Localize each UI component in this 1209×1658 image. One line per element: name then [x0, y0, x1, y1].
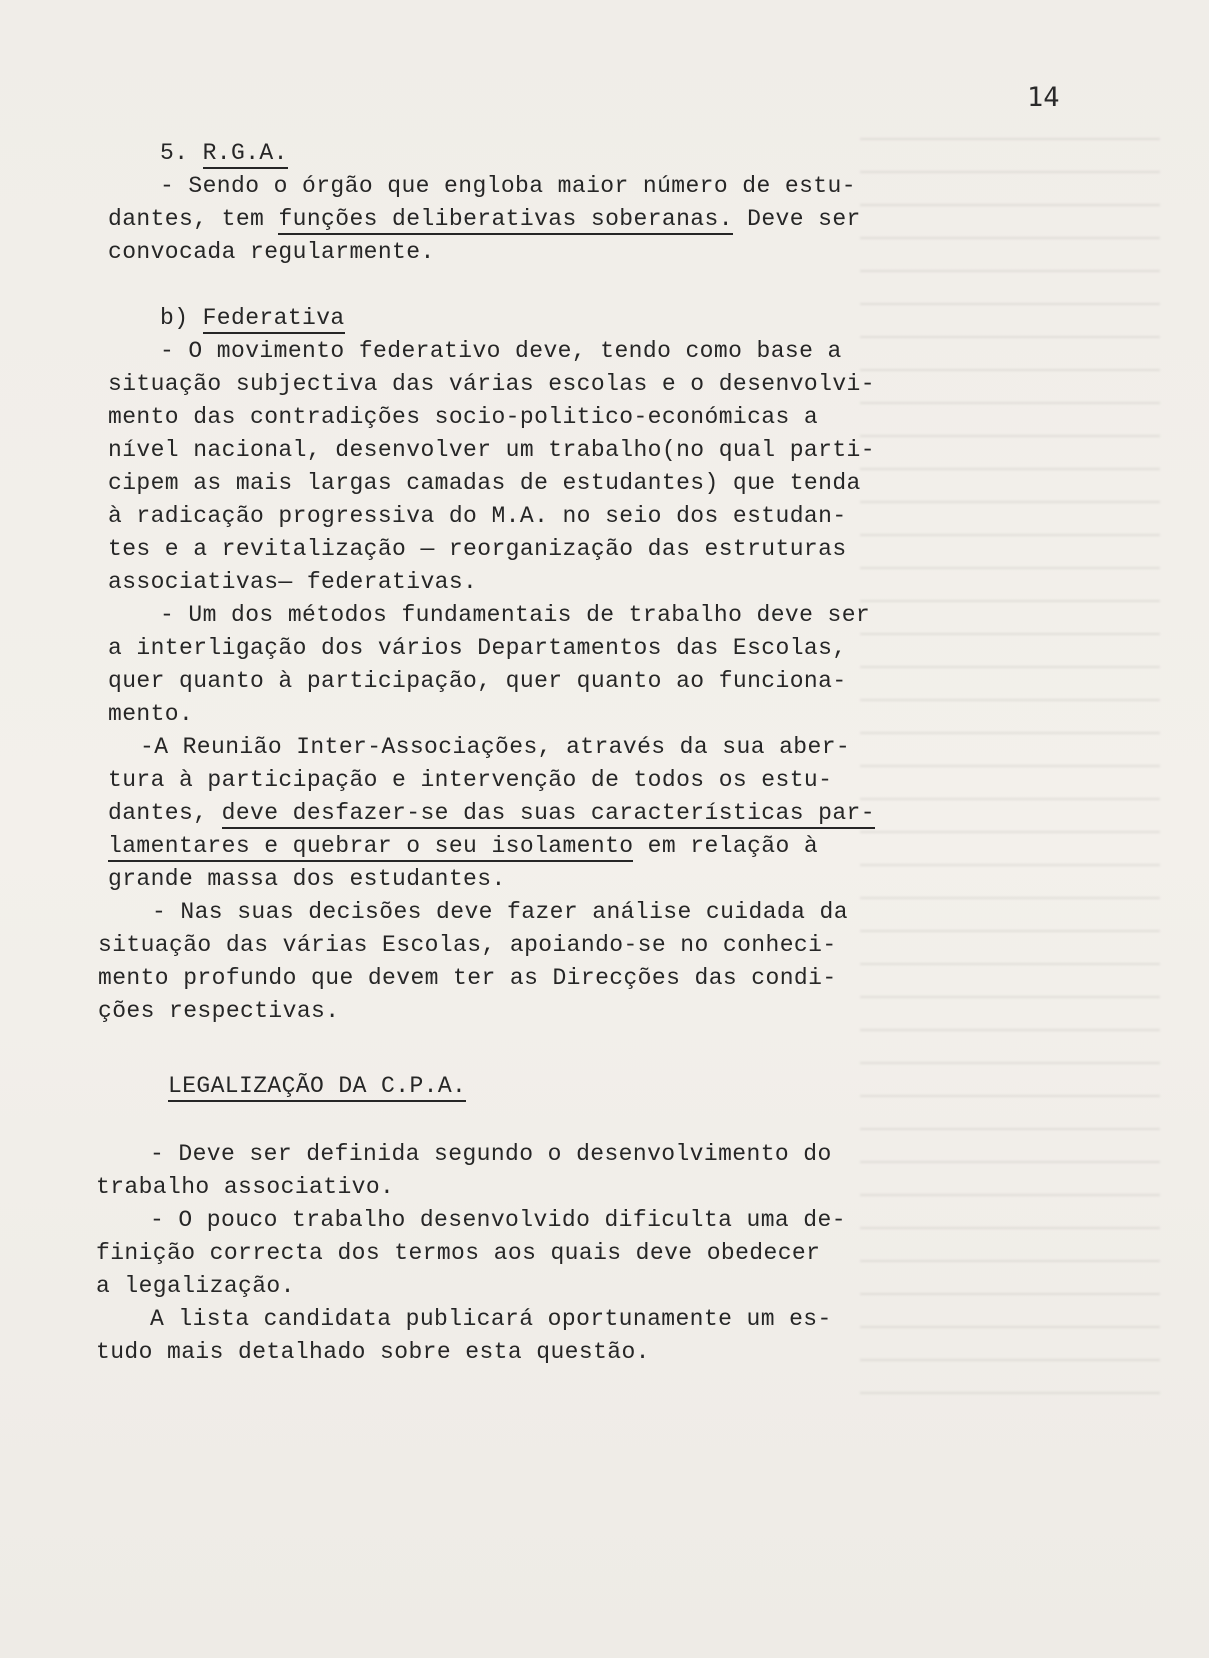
section-title: R.G.A.: [203, 140, 288, 169]
section-title: LEGALIZAÇÃO DA C.P.A.: [168, 1073, 466, 1102]
paragraph-line: grande massa dos estudantes.: [108, 866, 506, 892]
paragraph-line: - Nas suas decisões deve fazer análise cuidada da: [152, 899, 848, 925]
paragraph-line: dantes, deve desfazer-se das suas características par-: [108, 798, 875, 828]
paragraph-line: situação das várias Escolas, apoiando-se no conheci-: [98, 932, 837, 958]
paragraph-line: à radicação progressiva do M.A. no seio dos estudan-: [108, 503, 847, 529]
section-heading: [168, 1071, 466, 1101]
paragraph-line: tudo mais detalhado sobre esta questão.: [96, 1339, 650, 1365]
paragraph-line: a legalização.: [96, 1273, 295, 1299]
paragraph-line: tura à participação e intervenção de todos os estu-: [108, 767, 833, 793]
paragraph-line: situação subjectiva das várias escolas e o desenvolvi-: [108, 371, 875, 397]
paragraph-line: ções respectivas.: [98, 998, 340, 1024]
paragraph-line: lamentares e quebrar o seu isolamento em relação à: [108, 831, 818, 861]
paragraph-line: mento profundo que devem ter as Direcções das condi-: [98, 965, 837, 991]
section-number: 5.: [160, 140, 189, 166]
section-heading: [160, 138, 288, 168]
paragraph-line: finição correcta dos termos aos quais deve obedecer: [96, 1240, 821, 1266]
paragraph-line: associativas— federativas.: [108, 569, 478, 595]
bleed-through-text: [860, 120, 1160, 1420]
paragraph-line: a interligação dos vários Departamentos das Escolas,: [108, 635, 847, 661]
paragraph-line: tes e a revitalização — reorganização das estruturas: [108, 536, 847, 562]
paragraph-line: convocada regularmente.: [108, 239, 435, 265]
underlined-text: lamentares e quebrar o seu isolamento: [108, 833, 633, 862]
paragraph-line: quer quanto à participação, quer quanto ao funciona-: [108, 668, 847, 694]
subsection-heading: b) Federativa: [160, 303, 345, 333]
paragraph-line: A lista candidata publicará oportunamente um es-: [150, 1306, 832, 1332]
underlined-text: funções deliberativas soberanas.: [278, 206, 732, 235]
underlined-text: deve desfazer-se das suas características par-: [222, 800, 875, 829]
paragraph-line: cipem as mais largas camadas de estudantes) que tenda: [108, 470, 861, 496]
paragraph-line: -A Reunião Inter-Associações, através da sua aber-: [140, 734, 851, 760]
paragraph-line: - Sendo o órgão que engloba maior número de estu-: [160, 173, 856, 199]
paragraph-line: trabalho associativo.: [96, 1174, 395, 1200]
paragraph-line: dantes, tem funções deliberativas soberanas. Deve ser: [108, 204, 861, 234]
paragraph-line: - O movimento federativo deve, tendo como base a: [160, 338, 842, 364]
paragraph-line: nível nacional, desenvolver um trabalho(no qual parti-: [108, 437, 875, 463]
paragraph-line: mento das contradições socio-politico-económicas a: [108, 404, 819, 430]
paragraph-line: mento.: [108, 701, 194, 727]
subsection-title: Federativa: [203, 305, 345, 334]
paragraph-line: - O pouco trabalho desenvolvido dificulta uma de-: [150, 1207, 846, 1233]
paragraph-line: - Deve ser definida segundo o desenvolvimento do: [150, 1141, 832, 1167]
page-number: 14: [1027, 82, 1060, 113]
paragraph-line: - Um dos métodos fundamentais de trabalho deve ser: [160, 602, 871, 628]
